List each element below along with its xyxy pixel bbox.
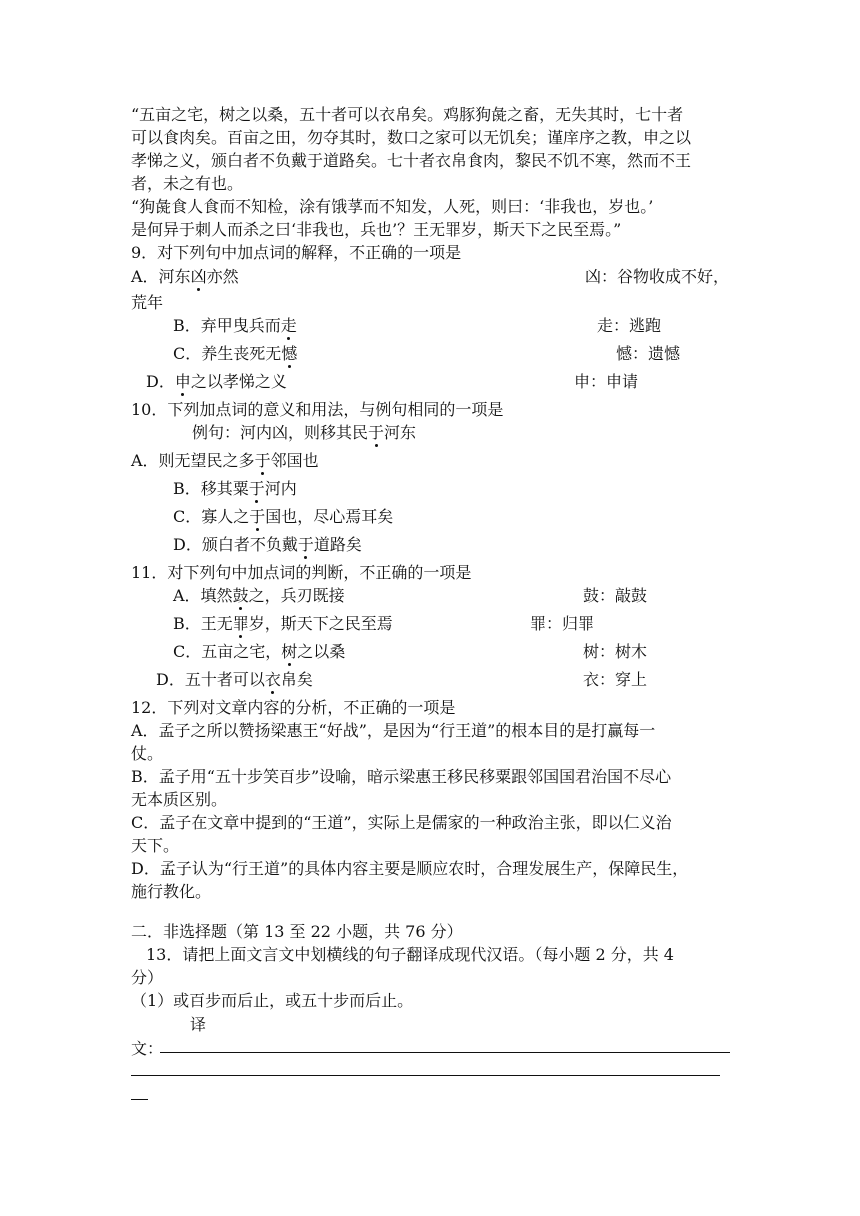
option-prefix: C．寡人之 — [173, 507, 250, 526]
dotted-word: 于 — [249, 507, 266, 526]
question-11-stem: 11．对下列句中加点词的判断，不正确的一项是 — [131, 563, 472, 582]
question-11-option-a — [173, 586, 345, 606]
question-10-option-b — [173, 479, 297, 499]
question-12-option-c: C．孟子在文章中提到的“王道”，实际上是儒家的一种政治主张，即以仁义治 — [131, 813, 672, 832]
option-prefix: A．则无望民之多 — [131, 451, 255, 470]
section-2-title: 二．非选择题（第 13 至 22 小题，共 76 分） — [131, 922, 463, 941]
option-prefix: B．弃甲曳兵而 — [173, 316, 281, 335]
question-10-option-c — [173, 507, 393, 527]
question-10-example — [192, 423, 416, 443]
question-12-option-a: A．孟子之所以赞扬梁惠王“好战”，是因为“行王道”的根本目的是打赢每一 — [131, 721, 656, 740]
option-prefix: D．五十者可以 — [156, 670, 265, 689]
option-prefix: B．移其粟 — [173, 479, 249, 498]
question-9-option-d — [146, 372, 287, 392]
question-11-option-b — [173, 614, 393, 634]
question-9-option-c — [173, 344, 297, 364]
translation-label-yi: 译 — [190, 1015, 207, 1034]
question-12-stem: 12．下列对文章内容的分析，不正确的一项是 — [131, 698, 456, 717]
question-13-sub-1: （1）或百步而后止，或五十步而后止。 — [131, 991, 414, 1010]
dotted-word: 凶 — [190, 267, 207, 286]
question-10-option-a — [131, 451, 319, 471]
option-prefix: C．五亩之宅， — [173, 642, 282, 661]
option-suffix: 国也，尽心焉耳矣 — [265, 507, 394, 526]
passage-line: 可以食肉矣。百亩之田，勿夺其时，数口之家可以无饥矣；谨庠序之教，申之以 — [131, 128, 692, 147]
question-13-stem: 13．请把上面文言文中划横线的句子翻译成现代汉语。（每小题 2 分，共 4 — [146, 945, 674, 964]
option-suffix: 帛矣 — [280, 670, 313, 689]
answer-line[interactable] — [160, 1052, 730, 1053]
question-12-option-c-cont: 天下。 — [131, 836, 180, 855]
answer-line[interactable] — [131, 1099, 148, 1100]
question-9-option-a-explanation-wrap: 荒年 — [131, 293, 164, 312]
option-suffix: 之以孝悌之义 — [190, 372, 287, 391]
answer-line[interactable] — [131, 1075, 720, 1076]
option-prefix: B．王无 — [173, 614, 233, 633]
example-suffix: 河东 — [384, 423, 417, 442]
option-prefix: D． — [146, 372, 175, 391]
dotted-word: 衣 — [264, 670, 281, 689]
dotted-word: 憾 — [281, 344, 298, 363]
option-suffix: 道路矣 — [313, 535, 362, 554]
example-prefix: 例句：河内凶，则移其民 — [192, 423, 369, 442]
question-12-option-b: B．孟子用“五十步笑百步”设喻，暗示梁惠王移民移粟跟邻国国君治国不尽心 — [131, 767, 672, 786]
dotted-word: 鼓 — [232, 586, 249, 605]
passage-line: 是何异于刺人而杀之曰‘非我也，兵也’？王无罪岁，斯天下之民至焉。” — [131, 220, 622, 239]
question-13-stem-cont: 分） — [131, 968, 164, 987]
question-12-option-d: D．孟子认为“行王道”的具体内容主要是顺应农时，合理发展生产，保障民生， — [131, 859, 689, 878]
question-9-option-c-explanation: 憾：遗憾 — [616, 344, 681, 363]
dotted-word: 走 — [280, 316, 297, 335]
question-9-option-a — [131, 267, 239, 287]
question-9-option-b-explanation: 走：逃跑 — [597, 316, 662, 335]
question-12-option-d-cont: 施行教化。 — [131, 882, 212, 901]
option-prefix: A．填然 — [173, 586, 233, 605]
dotted-word: 罪 — [232, 614, 249, 633]
option-suffix: 邻国也 — [270, 451, 319, 470]
question-12-option-b-cont: 无本质区别。 — [131, 790, 228, 809]
question-9-option-a-explanation: 凶：谷物收成不好， — [585, 267, 730, 286]
dotted-word: 于 — [368, 423, 385, 442]
option-suffix: 之，兵刃既接 — [248, 586, 345, 605]
question-10-stem: 10．下列加点词的意义和用法，与例句相同的一项是 — [131, 400, 504, 419]
option-suffix: 河内 — [264, 479, 297, 498]
dotted-word: 于 — [254, 451, 271, 470]
dotted-word: 于 — [297, 535, 314, 554]
question-11-option-a-explanation: 鼓：敲鼓 — [583, 586, 648, 605]
question-11-option-d — [156, 670, 313, 690]
option-prefix: C．养生丧死无 — [173, 344, 282, 363]
option-prefix: D．颁白者不负戴 — [173, 535, 298, 554]
question-12-option-a-cont: 仗。 — [131, 744, 164, 763]
option-prefix: A．河东 — [131, 267, 191, 286]
passage-line: 者，未之有也。 — [131, 174, 244, 193]
option-suffix: 岁，斯天下之民至焉 — [248, 614, 393, 633]
question-9-option-b — [173, 316, 297, 336]
question-9-option-d-explanation: 申：申请 — [574, 372, 639, 391]
question-11-option-d-explanation: 衣：穿上 — [583, 670, 648, 689]
dotted-word: 于 — [248, 479, 265, 498]
dotted-word: 申 — [174, 372, 191, 391]
dotted-word: 树 — [281, 642, 298, 661]
question-9-stem: 9．对下列句中加点词的解释，不正确的一项是 — [131, 243, 462, 262]
question-10-option-d — [173, 535, 362, 555]
question-11-option-c-explanation: 树：树木 — [583, 642, 648, 661]
question-11-option-c — [173, 642, 345, 662]
translation-label-wen: 文： — [131, 1039, 164, 1058]
passage-line: 孝悌之义，颁白者不负戴于道路矣。七十者衣帛食肉，黎民不饥不寒，然而不王 — [131, 151, 692, 170]
passage-line: “五亩之宅，树之以桑，五十者可以衣帛矣。鸡豚狗彘之畜，无失其时，七十者 — [131, 105, 684, 124]
option-suffix: 亦然 — [206, 267, 239, 286]
option-suffix: 之以桑 — [297, 642, 346, 661]
question-11-option-b-explanation: 罪：归罪 — [530, 614, 595, 633]
passage-line: “狗彘食人食而不知检，涂有饿莩而不知发，人死，则曰：‘非我也，岁也。’ — [131, 197, 654, 216]
